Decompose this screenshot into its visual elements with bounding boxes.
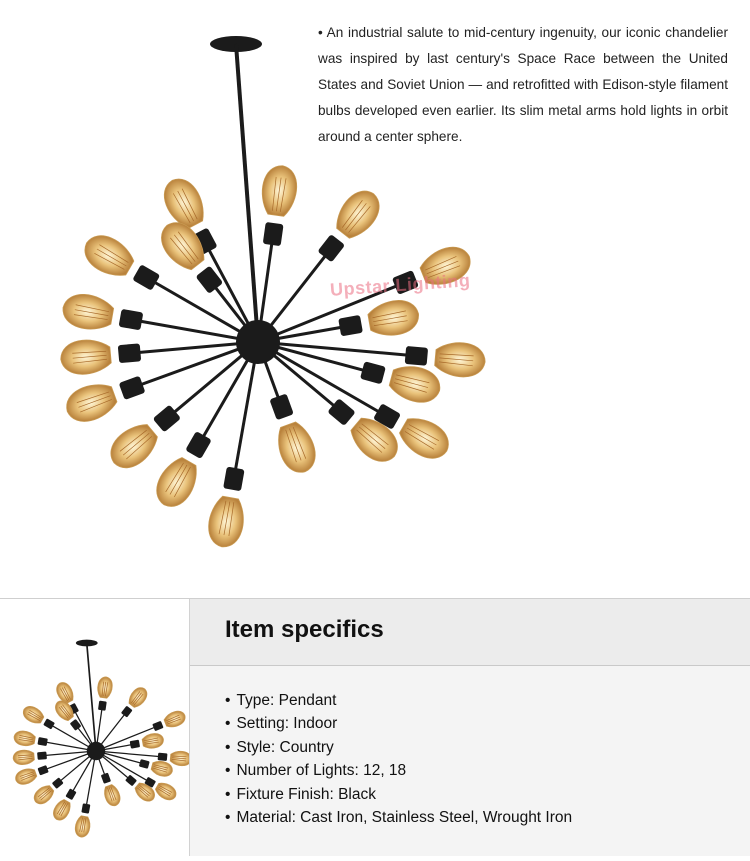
bulb-assembly bbox=[50, 787, 79, 823]
bulb-socket bbox=[121, 706, 133, 718]
bulb-assembly bbox=[20, 703, 56, 732]
bulb-assembly bbox=[311, 183, 387, 267]
bulb-socket bbox=[98, 701, 107, 711]
specifics-list bbox=[225, 689, 572, 829]
spec-item-number-of-lights: • Number of Lights: 12, 18 bbox=[225, 759, 572, 782]
chandelier-thumbnail-image bbox=[0, 599, 189, 856]
item-specifics-body bbox=[190, 666, 750, 856]
item-specifics-header bbox=[190, 599, 750, 666]
bulb-socket bbox=[269, 393, 293, 420]
bulb-assembly bbox=[95, 676, 114, 711]
spec-item-fixture-finish: • Fixture Finish: Black bbox=[225, 783, 572, 806]
bulb-socket bbox=[263, 222, 284, 246]
bulb-socket bbox=[118, 343, 141, 363]
bulb-assembly bbox=[60, 291, 145, 338]
bulb-assembly bbox=[98, 771, 123, 807]
bulb-socket bbox=[338, 315, 363, 337]
bulb-assembly bbox=[74, 803, 94, 839]
bulb-assembly bbox=[13, 730, 49, 750]
bulb-socket bbox=[405, 346, 428, 366]
hanging-rod bbox=[87, 643, 96, 751]
bulb-socket bbox=[37, 737, 47, 746]
spec-item-setting: • Setting: Indoor bbox=[225, 712, 572, 735]
bulb-socket bbox=[360, 361, 386, 384]
bulb-socket bbox=[152, 721, 163, 731]
bulb-assembly bbox=[255, 163, 300, 247]
bulb-socket bbox=[119, 376, 146, 400]
bulb-socket bbox=[223, 466, 245, 491]
bulb-assembly bbox=[118, 684, 150, 719]
bulb-socket bbox=[37, 752, 47, 760]
bulb-socket bbox=[132, 264, 160, 291]
bulb-assembly bbox=[205, 465, 252, 550]
bulb-assembly bbox=[151, 708, 188, 734]
product-thumbnail[interactable] bbox=[0, 599, 190, 856]
bulb-socket bbox=[130, 740, 140, 749]
bulb-socket bbox=[101, 773, 111, 784]
bulb-socket bbox=[158, 753, 168, 761]
hanging-rod bbox=[236, 44, 258, 342]
bulb-socket bbox=[65, 788, 76, 800]
watermark-text: Upstar Lighting bbox=[329, 270, 471, 300]
item-specifics-title: Item specifics bbox=[225, 616, 384, 643]
bulb-assembly bbox=[153, 215, 229, 299]
bulb-assembly bbox=[61, 368, 148, 427]
bulb-assembly bbox=[78, 228, 164, 297]
item-specifics-section bbox=[0, 598, 750, 856]
product-description: • An industrial salute to mid-century ingenuity, our iconic chandelier was inspired by last century's Space Race between the United States and Soviet Union — and retrofitted with Edison-style filament bulbs developed even earlier. Its slim metal arms hold lights in orbit around a center sphere. bbox=[318, 25, 728, 144]
bulb-socket bbox=[119, 309, 144, 331]
bulb-assembly bbox=[358, 354, 444, 408]
spec-item-style: • Style: Country bbox=[225, 736, 572, 759]
bulb-assembly bbox=[59, 335, 142, 376]
bulb-socket bbox=[185, 431, 212, 459]
bulb-assembly bbox=[138, 756, 174, 779]
bulb-socket bbox=[317, 234, 345, 262]
spec-item-material: • Material: Cast Iron, Stainless Steel, Wrought Iron bbox=[225, 806, 572, 829]
bulb-assembly bbox=[13, 762, 49, 787]
bulb-assembly bbox=[262, 391, 321, 478]
bulb-socket bbox=[43, 718, 55, 729]
center-sphere bbox=[87, 742, 105, 760]
bulb-socket bbox=[81, 803, 90, 813]
bulb-socket bbox=[139, 759, 150, 769]
center-sphere bbox=[236, 320, 280, 364]
bulb-assembly bbox=[149, 427, 218, 513]
spec-item-type: • Type: Pendant bbox=[225, 689, 572, 712]
bulb-socket bbox=[37, 765, 48, 775]
bulb-assembly bbox=[13, 748, 48, 765]
